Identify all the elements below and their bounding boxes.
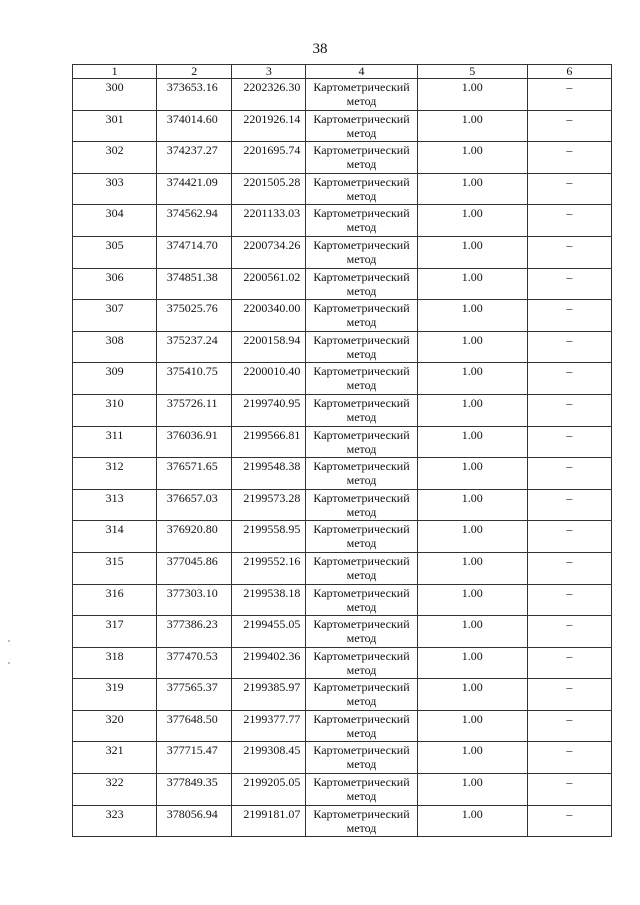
point-number-cell: 300 bbox=[73, 79, 157, 111]
note-cell: – bbox=[527, 110, 611, 142]
y-coordinate-cell: 2201133.03 bbox=[232, 205, 306, 237]
table-row bbox=[73, 363, 612, 395]
x-coordinate-cell: 378056.94 bbox=[157, 805, 232, 837]
y-coordinate-cell: 2199308.45 bbox=[232, 742, 306, 774]
x-coordinate-cell: 377715.47 bbox=[157, 742, 232, 774]
method-cell: Картометрический метод bbox=[306, 742, 417, 774]
accuracy-cell: 1.00 bbox=[417, 489, 527, 521]
accuracy-cell: 1.00 bbox=[417, 110, 527, 142]
x-coordinate-cell: 374014.60 bbox=[157, 110, 232, 142]
note-cell: – bbox=[527, 268, 611, 300]
accuracy-cell: 1.00 bbox=[417, 774, 527, 806]
method-cell: Картометрический метод bbox=[306, 268, 417, 300]
table-row bbox=[73, 110, 612, 142]
point-number-cell: 315 bbox=[73, 552, 157, 584]
method-cell: Картометрический метод bbox=[306, 394, 417, 426]
y-coordinate-cell: 2200561.02 bbox=[232, 268, 306, 300]
method-cell: Картометрический метод bbox=[306, 647, 417, 679]
table-row bbox=[73, 331, 612, 363]
column-header: 6 bbox=[527, 65, 611, 79]
method-cell: Картометрический метод bbox=[306, 236, 417, 268]
note-cell: – bbox=[527, 552, 611, 584]
accuracy-cell: 1.00 bbox=[417, 552, 527, 584]
note-cell: – bbox=[527, 584, 611, 616]
point-number-cell: 310 bbox=[73, 394, 157, 426]
note-cell: – bbox=[527, 489, 611, 521]
y-coordinate-cell: 2201505.28 bbox=[232, 173, 306, 205]
y-coordinate-cell: 2201926.14 bbox=[232, 110, 306, 142]
method-cell: Картометрический метод bbox=[306, 110, 417, 142]
note-cell: – bbox=[527, 79, 611, 111]
x-coordinate-cell: 377303.10 bbox=[157, 584, 232, 616]
accuracy-cell: 1.00 bbox=[417, 142, 527, 174]
accuracy-cell: 1.00 bbox=[417, 458, 527, 490]
x-coordinate-cell: 375726.11 bbox=[157, 394, 232, 426]
note-cell: – bbox=[527, 647, 611, 679]
accuracy-cell: 1.00 bbox=[417, 426, 527, 458]
accuracy-cell: 1.00 bbox=[417, 647, 527, 679]
method-cell: Картометрический метод bbox=[306, 774, 417, 806]
accuracy-cell: 1.00 bbox=[417, 584, 527, 616]
x-coordinate-cell: 373653.16 bbox=[157, 79, 232, 111]
method-cell: Картометрический метод bbox=[306, 489, 417, 521]
method-cell: Картометрический метод bbox=[306, 173, 417, 205]
table-row bbox=[73, 79, 612, 111]
accuracy-cell: 1.00 bbox=[417, 742, 527, 774]
y-coordinate-cell: 2199402.36 bbox=[232, 647, 306, 679]
scan-artifact bbox=[8, 640, 10, 642]
accuracy-cell: 1.00 bbox=[417, 394, 527, 426]
table-row bbox=[73, 805, 612, 837]
method-cell: Картометрический метод bbox=[306, 584, 417, 616]
point-number-cell: 322 bbox=[73, 774, 157, 806]
note-cell: – bbox=[527, 710, 611, 742]
table-row bbox=[73, 394, 612, 426]
method-cell: Картометрический метод bbox=[306, 521, 417, 553]
method-cell: Картометрический метод bbox=[306, 79, 417, 111]
method-cell: Картометрический метод bbox=[306, 710, 417, 742]
table-row bbox=[73, 774, 612, 806]
x-coordinate-cell: 377470.53 bbox=[157, 647, 232, 679]
y-coordinate-cell: 2199552.16 bbox=[232, 552, 306, 584]
x-coordinate-cell: 376920.80 bbox=[157, 521, 232, 553]
x-coordinate-cell: 377386.23 bbox=[157, 616, 232, 648]
y-coordinate-cell: 2199377.77 bbox=[232, 710, 306, 742]
note-cell: – bbox=[527, 142, 611, 174]
x-coordinate-cell: 374421.09 bbox=[157, 173, 232, 205]
table-body bbox=[73, 79, 612, 837]
method-cell: Картометрический метод bbox=[306, 805, 417, 837]
accuracy-cell: 1.00 bbox=[417, 268, 527, 300]
y-coordinate-cell: 2200734.26 bbox=[232, 236, 306, 268]
column-header: 4 bbox=[306, 65, 417, 79]
table-row bbox=[73, 173, 612, 205]
accuracy-cell: 1.00 bbox=[417, 363, 527, 395]
note-cell: – bbox=[527, 742, 611, 774]
point-number-cell: 308 bbox=[73, 331, 157, 363]
method-cell: Картометрический метод bbox=[306, 331, 417, 363]
x-coordinate-cell: 376657.03 bbox=[157, 489, 232, 521]
point-number-cell: 317 bbox=[73, 616, 157, 648]
table-row bbox=[73, 710, 612, 742]
point-number-cell: 314 bbox=[73, 521, 157, 553]
method-cell: Картометрический метод bbox=[306, 458, 417, 490]
point-number-cell: 312 bbox=[73, 458, 157, 490]
note-cell: – bbox=[527, 363, 611, 395]
x-coordinate-cell: 374714.70 bbox=[157, 236, 232, 268]
point-number-cell: 319 bbox=[73, 679, 157, 711]
note-cell: – bbox=[527, 458, 611, 490]
accuracy-cell: 1.00 bbox=[417, 805, 527, 837]
note-cell: – bbox=[527, 774, 611, 806]
table-row bbox=[73, 142, 612, 174]
column-header: 2 bbox=[157, 65, 232, 79]
table-row bbox=[73, 742, 612, 774]
column-header: 5 bbox=[417, 65, 527, 79]
accuracy-cell: 1.00 bbox=[417, 331, 527, 363]
point-number-cell: 318 bbox=[73, 647, 157, 679]
point-number-cell: 311 bbox=[73, 426, 157, 458]
accuracy-cell: 1.00 bbox=[417, 236, 527, 268]
note-cell: – bbox=[527, 173, 611, 205]
method-cell: Картометрический метод bbox=[306, 426, 417, 458]
table-row bbox=[73, 552, 612, 584]
point-number-cell: 313 bbox=[73, 489, 157, 521]
y-coordinate-cell: 2199558.95 bbox=[232, 521, 306, 553]
point-number-cell: 307 bbox=[73, 300, 157, 332]
note-cell: – bbox=[527, 426, 611, 458]
note-cell: – bbox=[527, 394, 611, 426]
table-row bbox=[73, 647, 612, 679]
column-header: 1 bbox=[73, 65, 157, 79]
table-row bbox=[73, 205, 612, 237]
point-number-cell: 304 bbox=[73, 205, 157, 237]
table-row bbox=[73, 489, 612, 521]
note-cell: – bbox=[527, 805, 611, 837]
y-coordinate-cell: 2199566.81 bbox=[232, 426, 306, 458]
accuracy-cell: 1.00 bbox=[417, 710, 527, 742]
point-number-cell: 321 bbox=[73, 742, 157, 774]
accuracy-cell: 1.00 bbox=[417, 616, 527, 648]
note-cell: – bbox=[527, 679, 611, 711]
method-cell: Картометрический метод bbox=[306, 552, 417, 584]
point-number-cell: 306 bbox=[73, 268, 157, 300]
table-row bbox=[73, 300, 612, 332]
x-coordinate-cell: 374562.94 bbox=[157, 205, 232, 237]
coordinates-table bbox=[72, 64, 612, 837]
x-coordinate-cell: 374237.27 bbox=[157, 142, 232, 174]
x-coordinate-cell: 376036.91 bbox=[157, 426, 232, 458]
page-number: 38 bbox=[312, 41, 328, 57]
table-row bbox=[73, 584, 612, 616]
y-coordinate-cell: 2199573.28 bbox=[232, 489, 306, 521]
y-coordinate-cell: 2199740.95 bbox=[232, 394, 306, 426]
accuracy-cell: 1.00 bbox=[417, 205, 527, 237]
y-coordinate-cell: 2201695.74 bbox=[232, 142, 306, 174]
table-row bbox=[73, 268, 612, 300]
method-cell: Картометрический метод bbox=[306, 142, 417, 174]
scan-artifact bbox=[8, 662, 10, 664]
y-coordinate-cell: 2199205.05 bbox=[232, 774, 306, 806]
column-header: 3 bbox=[232, 65, 306, 79]
x-coordinate-cell: 377565.37 bbox=[157, 679, 232, 711]
note-cell: – bbox=[527, 521, 611, 553]
y-coordinate-cell: 2199548.38 bbox=[232, 458, 306, 490]
table-row bbox=[73, 426, 612, 458]
table-row bbox=[73, 679, 612, 711]
point-number-cell: 309 bbox=[73, 363, 157, 395]
x-coordinate-cell: 374851.38 bbox=[157, 268, 232, 300]
y-coordinate-cell: 2202326.30 bbox=[232, 79, 306, 111]
x-coordinate-cell: 376571.65 bbox=[157, 458, 232, 490]
point-number-cell: 301 bbox=[73, 110, 157, 142]
accuracy-cell: 1.00 bbox=[417, 679, 527, 711]
table-row bbox=[73, 458, 612, 490]
x-coordinate-cell: 377045.86 bbox=[157, 552, 232, 584]
x-coordinate-cell: 375025.76 bbox=[157, 300, 232, 332]
table-row bbox=[73, 521, 612, 553]
x-coordinate-cell: 377648.50 bbox=[157, 710, 232, 742]
point-number-cell: 302 bbox=[73, 142, 157, 174]
y-coordinate-cell: 2200010.40 bbox=[232, 363, 306, 395]
point-number-cell: 303 bbox=[73, 173, 157, 205]
note-cell: – bbox=[527, 331, 611, 363]
table-row bbox=[73, 616, 612, 648]
y-coordinate-cell: 2199455.05 bbox=[232, 616, 306, 648]
method-cell: Картометрический метод bbox=[306, 205, 417, 237]
y-coordinate-cell: 2200340.00 bbox=[232, 300, 306, 332]
point-number-cell: 323 bbox=[73, 805, 157, 837]
x-coordinate-cell: 375410.75 bbox=[157, 363, 232, 395]
note-cell: – bbox=[527, 616, 611, 648]
method-cell: Картометрический метод bbox=[306, 300, 417, 332]
x-coordinate-cell: 377849.35 bbox=[157, 774, 232, 806]
accuracy-cell: 1.00 bbox=[417, 79, 527, 111]
note-cell: – bbox=[527, 300, 611, 332]
table-row bbox=[73, 236, 612, 268]
accuracy-cell: 1.00 bbox=[417, 173, 527, 205]
point-number-cell: 305 bbox=[73, 236, 157, 268]
y-coordinate-cell: 2200158.94 bbox=[232, 331, 306, 363]
y-coordinate-cell: 2199181.07 bbox=[232, 805, 306, 837]
accuracy-cell: 1.00 bbox=[417, 300, 527, 332]
y-coordinate-cell: 2199538.18 bbox=[232, 584, 306, 616]
x-coordinate-cell: 375237.24 bbox=[157, 331, 232, 363]
note-cell: – bbox=[527, 205, 611, 237]
accuracy-cell: 1.00 bbox=[417, 521, 527, 553]
table-header-row bbox=[73, 65, 612, 79]
y-coordinate-cell: 2199385.97 bbox=[232, 679, 306, 711]
point-number-cell: 320 bbox=[73, 710, 157, 742]
method-cell: Картометрический метод bbox=[306, 363, 417, 395]
note-cell: – bbox=[527, 236, 611, 268]
method-cell: Картометрический метод bbox=[306, 679, 417, 711]
method-cell: Картометрический метод bbox=[306, 616, 417, 648]
point-number-cell: 316 bbox=[73, 584, 157, 616]
